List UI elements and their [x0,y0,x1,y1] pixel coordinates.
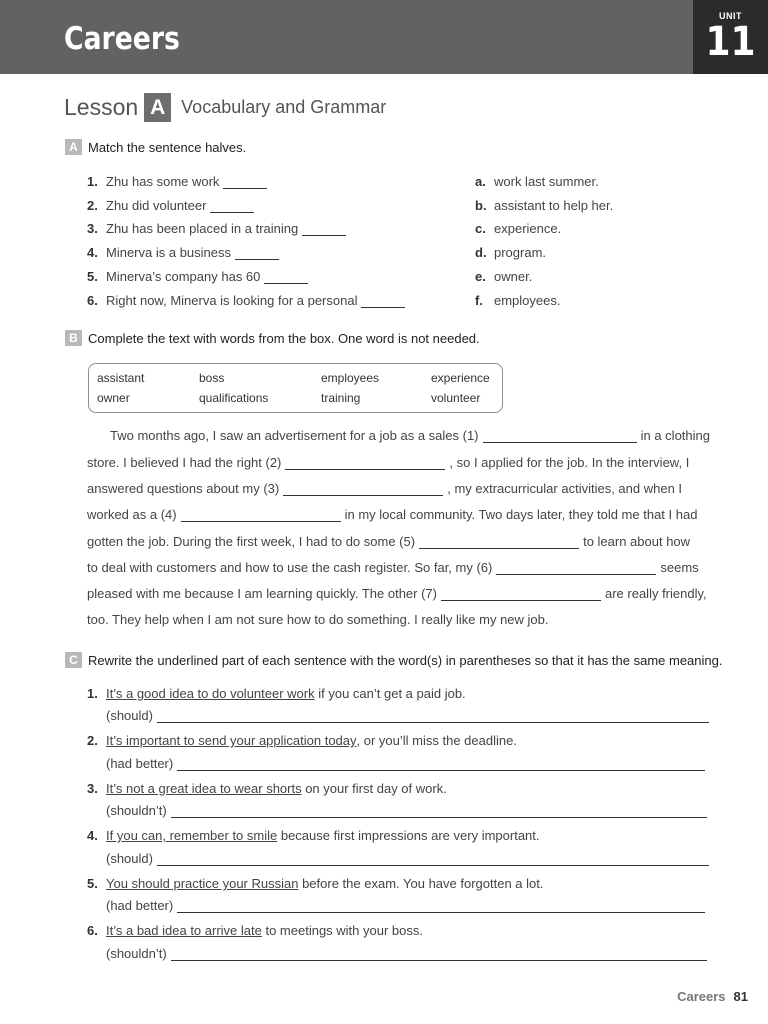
prompt-words: (had better) [106,898,174,913]
paragraph-text: to deal with customers and how to use the cash register. So far, my (6) [87,560,493,575]
prompt-words: (should) [106,708,153,723]
match-right-item [475,293,560,308]
answer-blank[interactable] [181,509,341,522]
answer-blank[interactable] [302,223,346,236]
answer-blank[interactable] [496,562,656,575]
rewrite-answer-row [106,756,705,771]
item-number: 5. [87,876,98,891]
item-text: if you can’t get a paid job. [314,686,466,701]
prompt-words: (shouldn’t) [106,803,167,818]
underlined-text: It’s a good idea to do volunteer work [106,686,315,701]
item-text: assistant to help her. [494,198,614,213]
page-number: 81 [733,989,748,1004]
underlined-text: It’s not a great idea to wear shorts [106,781,302,796]
answer-blank[interactable] [419,536,579,549]
section-a-instruction: Match the sentence halves. [88,139,247,155]
word-bank-item: experience [431,371,490,385]
word-bank-item: volunteer [431,391,481,405]
answer-blank[interactable] [223,176,267,189]
lesson-title: Vocabulary and Grammar [181,96,387,117]
match-right-item [475,221,561,236]
match-left-item [87,221,346,236]
lesson-word: Lesson [64,93,139,120]
answer-blank[interactable] [210,200,254,213]
rewrite-item [87,876,543,891]
answer-blank[interactable] [264,271,308,284]
rewrite-item [87,828,540,843]
paragraph-text: seems [660,560,699,575]
item-text: program. [494,245,547,260]
underlined-text: It’s important to send your application today [106,733,357,748]
paragraph-text: , my extracurricular activities, and when I [447,481,683,496]
word-bank-item: qualifications [199,391,269,405]
answer-blank[interactable] [361,295,405,308]
paragraph-text: gotten the job. During the first week, I had to do some (5) [87,534,416,549]
item-letter: e. [475,269,486,284]
item-number: 2. [87,198,98,213]
paragraph-line [87,507,710,522]
item-text: to meetings with your boss. [261,923,423,938]
item-text: Right now, Minerva is looking for a personal [106,293,358,308]
item-text: employees. [494,293,561,308]
rewrite-answer-row [106,851,709,866]
section-b-badge: B [65,330,82,346]
item-text: because first impressions are very important. [277,828,540,843]
answer-line[interactable] [157,853,709,866]
answer-blank[interactable] [441,588,601,601]
item-text: work last summer. [494,174,599,189]
item-text: Zhu did volunteer [106,198,207,213]
paragraph-text: in my local community. Two days later, they told me that I had [344,507,698,522]
item-number: 5. [87,269,98,284]
item-number: 3. [87,221,98,236]
word-bank-item: owner [97,391,130,405]
item-number: 6. [87,923,98,938]
word-bank-box [88,363,503,413]
match-right-item [475,174,599,189]
rewrite-item [87,781,447,796]
rewrite-item [87,923,423,938]
match-left-item [87,245,279,260]
underlined-text: It’s a bad idea to arrive late [106,923,262,938]
item-letter: c. [475,221,486,236]
item-number: 6. [87,293,98,308]
section-c-heading [65,652,722,668]
rewrite-item [87,686,466,701]
item-number: 1. [87,686,98,701]
unit-label: UNIT [719,11,742,21]
underlined-text: You should practice your Russian [106,876,299,891]
rewrite-item [87,733,517,748]
page-title: Careers [64,21,180,57]
footer-unit-name: Careers [677,989,726,1004]
prompt-words: (should) [106,851,153,866]
paragraph-text: are really friendly, [604,586,707,601]
answer-blank[interactable] [235,247,279,260]
paragraph-line [87,586,710,601]
paragraph-text: to learn about how [583,534,691,549]
answer-line[interactable] [177,758,705,771]
rewrite-answer-row [106,946,707,961]
rewrite-answer-row [106,898,705,913]
item-number: 1. [87,174,98,189]
item-text: Zhu has been placed in a training [106,221,299,236]
section-a-badge: A [65,139,82,155]
item-text: owner. [494,269,533,284]
paragraph-line [87,481,710,496]
paragraph-text: worked as a (4) [87,507,177,522]
paragraph-text: in a clothing [640,428,710,443]
underlined-text: If you can, remember to smile [106,828,278,843]
paragraph-text: too. They help when I am not sure how to do something. I really like my new job. [87,612,549,627]
match-right-item [475,269,532,284]
item-letter: b. [475,198,487,213]
match-left-item [87,198,254,213]
lesson-letter-badge: A [144,93,171,122]
lesson-heading [64,91,386,123]
page-footer [677,989,748,1004]
answer-blank[interactable] [283,483,443,496]
answer-blank[interactable] [483,430,637,443]
unit-header-bar [0,0,768,74]
paragraph-line [87,455,710,470]
item-number: 2. [87,733,98,748]
rewrite-answer-row [106,708,709,723]
item-text: Minerva is a business [106,245,231,260]
paragraph-text: answered questions about my (3) [87,481,280,496]
prompt-words: (shouldn’t) [106,946,167,961]
word-bank-item: training [321,391,361,405]
section-c-badge: C [65,652,82,668]
answer-blank[interactable] [285,457,445,470]
unit-badge [693,0,768,74]
item-number: 3. [87,781,98,796]
item-number: 4. [87,828,98,843]
paragraph-text: , so I applied for the job. In the interview, I [449,455,690,470]
unit-number: 11 [705,19,756,65]
match-left-item [87,174,267,189]
word-bank-item: boss [199,371,225,385]
match-right-item [475,198,613,213]
paragraph-text: Two months ago, I saw an advertisement for a job as a sales (1) [110,428,479,443]
section-a-heading [65,139,246,155]
word-bank-item: assistant [97,371,145,385]
item-text: , or you’ll miss the deadline. [356,733,517,748]
item-letter: a. [475,174,486,189]
paragraph-line [87,534,710,549]
item-text: on your first day of work. [301,781,447,796]
answer-line[interactable] [157,710,709,723]
match-left-item [87,293,405,308]
paragraph-line [87,560,710,575]
section-b-instruction: Complete the text with words from the box. One word is not needed. [88,330,480,346]
section-c-instruction: Rewrite the underlined part of each sentence with the word(s) in parentheses so that it has the same meaning. [88,652,723,668]
paragraph-line [87,612,710,627]
item-text: Zhu has some work [106,174,220,189]
answer-line[interactable] [171,948,707,961]
item-number: 4. [87,245,98,260]
section-b-heading [65,330,480,346]
match-left-item [87,269,308,284]
answer-line[interactable] [177,900,705,913]
paragraph-line [87,428,710,443]
match-right-item [475,245,546,260]
paragraph-text: pleased with me because I am learning quickly. The other (7) [87,586,437,601]
item-text: experience. [494,221,562,236]
word-bank-item: employees [321,371,380,385]
item-text: before the exam. You have forgotten a lot. [298,876,544,891]
paragraph-text: store. I believed I had the right (2) [87,455,282,470]
prompt-words: (had better) [106,756,174,771]
item-text: Minerva’s company has 60 [106,269,261,284]
item-letter: d. [475,245,487,260]
answer-line[interactable] [171,805,707,818]
item-letter: f. [475,293,483,308]
rewrite-answer-row [106,803,707,818]
